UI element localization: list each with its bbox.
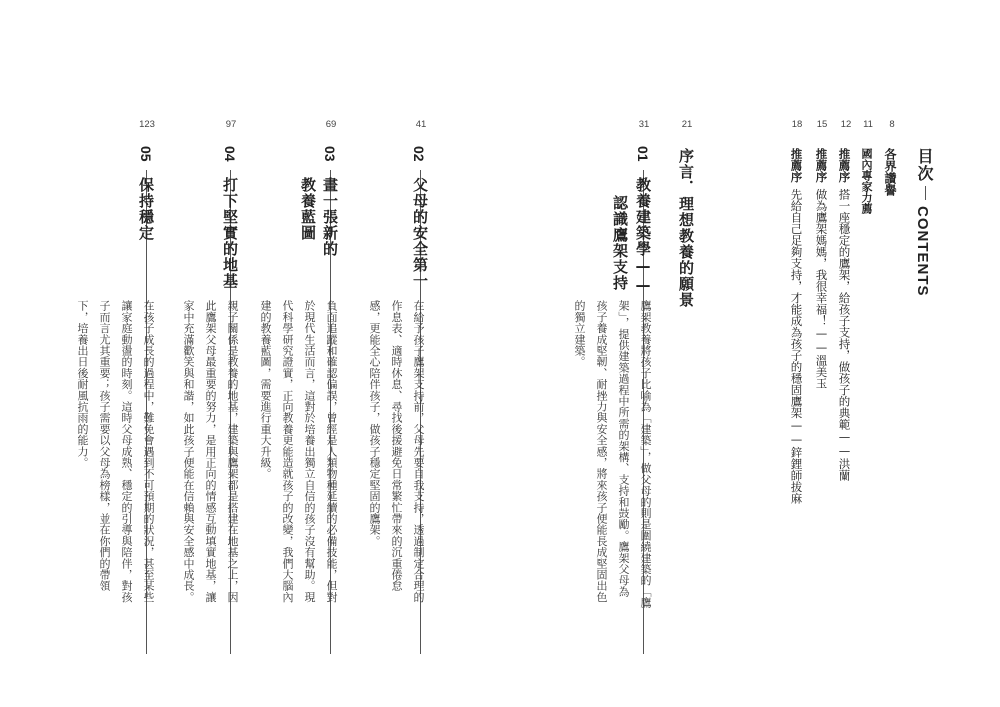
page-number-ch05: 123 (139, 119, 155, 130)
chapter-03-title: 畫一張新的 (321, 177, 339, 257)
chapter-03-desc-line: 於現代生活而言，這對於培養出獨立自信的孩子沒有幫助。現 (303, 300, 316, 603)
chapter-04-title: 打下堅實的地基 (221, 177, 239, 289)
chapter-03-title-line2: 教養藍圖 (299, 177, 317, 241)
foreword-tag: 推薦序 (789, 148, 804, 183)
foreword-entry-3 (790, 148, 802, 504)
page-number-ch02: 41 (415, 119, 427, 130)
foreword-entry-2 (815, 148, 827, 389)
chapter-01-title-line2: 認識鷹架支持 (611, 195, 629, 291)
page-number-ch03: 69 (325, 119, 337, 130)
toc-header-rule (925, 186, 926, 200)
chapter-03-desc-line: 建的教養藍圖，需要進行重大升級。 (259, 300, 272, 480)
chapter-02-title: 父母的安全第一 (411, 177, 429, 289)
chapter-01-number: 01 (635, 146, 651, 162)
chapter-04-desc-line: 親子關係是教養的地基，建築與鷹架都是搭建在地基之上，因 (226, 300, 239, 603)
chapter-03-desc-line: 負面追蹤和確認偏誤，曾經是人類物種延續的必備技能，但對 (325, 300, 338, 603)
foreword-entry-1 (838, 148, 850, 481)
chapter-05-number: 05 (138, 146, 154, 162)
chapter-02-number: 02 (411, 146, 427, 162)
chapter-01-title: 教養建築學—— (634, 177, 652, 295)
page-number-foreword-1: 12 (840, 119, 852, 130)
chapter-04-number: 04 (222, 146, 238, 162)
chapter-05-title: 保持穩定 (137, 177, 155, 241)
page-number-experts: 11 (863, 119, 873, 130)
foreword-text: 先給自己足夠支持，才能成為孩子的穩固鷹架——鋅鋰師拔麻 (789, 188, 804, 504)
chapter-01-desc-line: 鷹架教養將孩子比喻為「建築」，做父母的則是圍繞建築的「鷹 (639, 300, 652, 609)
chapter-05-desc-line: 子而言尤其重要；孩子需要以父母為榜樣，並在你們的帶領 (98, 300, 111, 592)
page-number-ch04: 97 (225, 119, 237, 130)
page-number-preface: 21 (681, 119, 693, 130)
toc-title: 目次 (915, 148, 934, 182)
chapter-03-desc-line: 代科學研究證實，正向教養更能造就孩子的改變，我們大腦內 (281, 300, 294, 603)
page-number-foreword-2: 15 (816, 119, 828, 130)
chapter-05-desc-line: 下，培養出日後耐風抗雨的能力。 (76, 300, 89, 468)
chapter-02-desc-line: 感，更能全心陪伴孩子，做孩子穩定堅固的鷹架。 (368, 300, 381, 547)
experts-subsection-label: 國內專家力薦 (860, 148, 873, 214)
chapter-01-desc-line: 孩子養成堅韌、耐挫力與安全感，將來孩子便能長成堅固出色 (595, 300, 608, 603)
page-number-praise: 8 (889, 119, 895, 130)
foreword-text: 搭一座穩定的鷹架，給孩子支持，做孩子的典範——洪蘭 (837, 188, 852, 481)
praise-section-label: 各界讚譽 (883, 148, 897, 196)
chapter-05-desc-line: 讓家庭動盪的時刻。這時父母成熟、穩定的引導與陪伴，對孩 (120, 300, 133, 603)
foreword-text: 做為鷹架媽媽，我很幸福！——溫美玉 (814, 188, 829, 389)
page-number-ch01: 31 (638, 119, 650, 130)
chapter-02-desc-line: 在給予孩子鷹架支持前，父母先要自我支持，透過制定合理的 (412, 300, 425, 603)
chapter-02-desc-line: 作息表、適時休息、尋找後援避免日常繁忙帶來的沉重倦怠 (390, 300, 403, 592)
chapter-01-desc-line: 的獨立建築。 (573, 300, 586, 368)
chapter-05-desc-line: 在孩子成長的過程中，難免會遇到不可預期的狀況，甚至某些 (142, 300, 155, 603)
page-number-foreword-3: 18 (791, 119, 803, 130)
chapter-04-desc-line: 家中充滿歡笑與和諧，如此孩子便能在信賴與安全感中成長。 (182, 300, 195, 603)
preface-title: 序言．理想教養的願景 (677, 148, 695, 308)
chapter-01-desc-line: 架」，提供建築過程中所需的架構、支持和鼓勵。鷹架父母為 (617, 300, 630, 597)
toc-subtitle: CONTENTS (914, 206, 931, 297)
foreword-tag: 推薦序 (837, 148, 852, 183)
chapter-04-desc-line: 此鷹架父母最重要的努力，是用正向的情感互動填實地基，讓 (204, 300, 217, 603)
foreword-tag: 推薦序 (814, 148, 829, 183)
chapter-03-number: 03 (322, 146, 338, 162)
